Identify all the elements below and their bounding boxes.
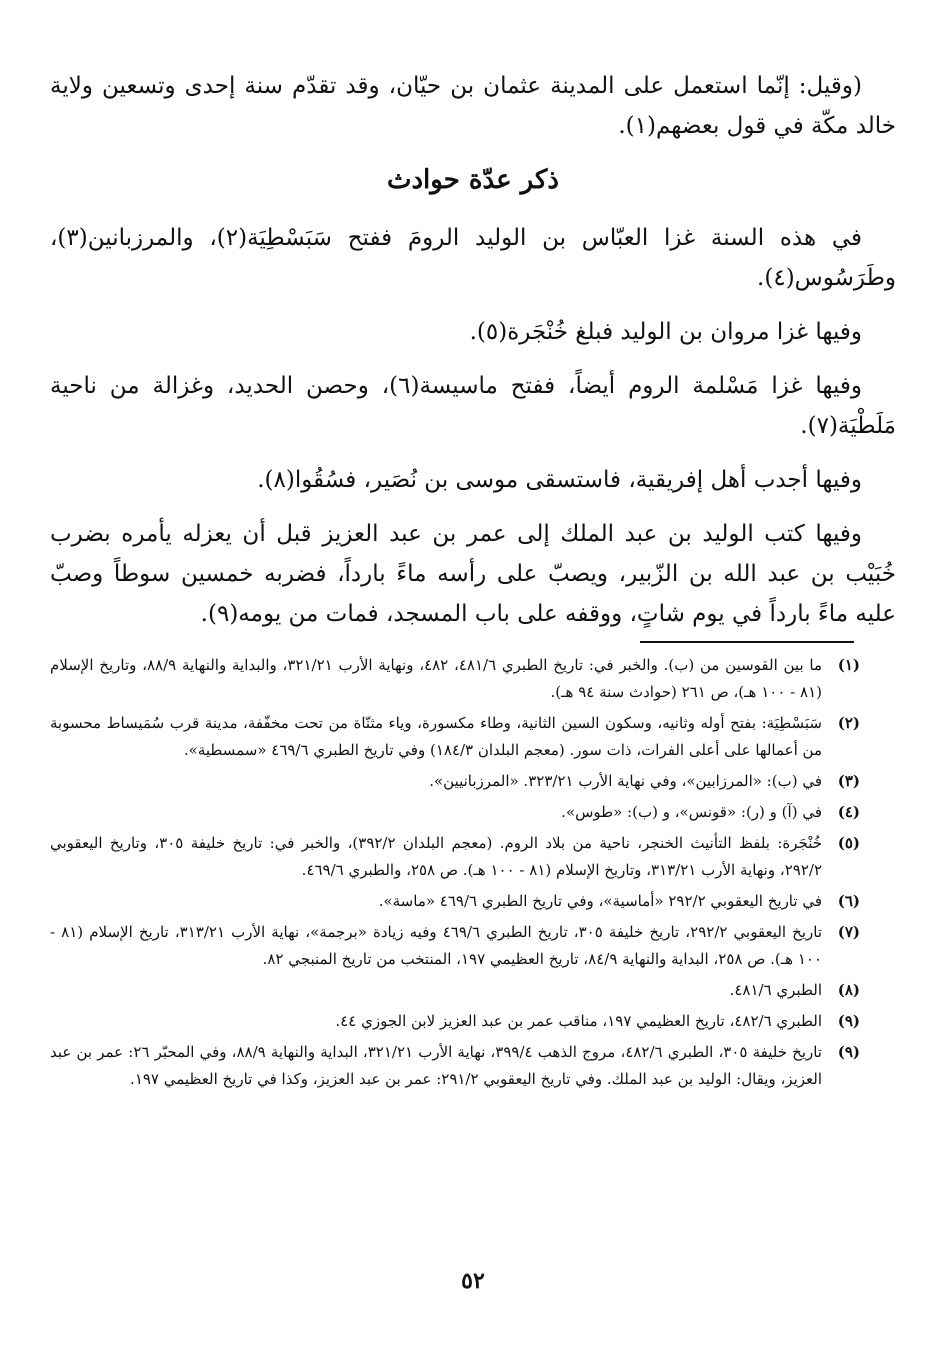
paragraph-1: في هذه السنة غزا العبّاس بن الوليد الرومَ ففتح سَبَسْطِيَة(٢)، والمرزبانين(٣)، وطَرَسُوس(٤).: [50, 225, 896, 291]
footnote-text: تاريخ اليعقوبي ٢٩٢/٢، تاريخ خليفة ٣٠٥، تاريخ الطبري ٤٦٩/٦ وفيه زيادة «برجمة»، نهاية الأرب ٣١٣/٢١، تاريخ الإسلام (٨١ - ١٠٠ هـ). ص ٢٥٨، البداية والنهاية ٨٤/٩، تاريخ العظيمي ١٩٧، المنتخب من تاريخ المنبجي ٨٢.: [50, 923, 822, 968]
footnote-7: [50, 919, 860, 973]
footnote-5: [50, 830, 860, 884]
footnote-3: [50, 768, 860, 795]
footnote-1: [50, 652, 860, 706]
footnotes: [50, 652, 860, 1097]
intro-paragraph: (وقيل: إنّما استعمل على المدينة عثمان بن حيّان، وقد تقدّم سنة إحدى وتسعين ولاية خالد مكّة في قول بعضهم(١).: [50, 73, 896, 139]
footnote-number: (٨): [837, 981, 860, 999]
footnote-4: [50, 799, 860, 826]
footnote-number: (٥): [837, 834, 860, 852]
footnote-text: في (آ) و (ر): «قونس»، و (ب): «طوس».: [561, 803, 822, 821]
paragraph-4: وفيها أجدب أهل إفريقية، فاستسقى موسى بن نُصَير، فسُقُوا(٨).: [257, 467, 862, 493]
footnote-text: في (ب): «المرزابين»، وفي نهاية الأرب ٣٢٣/٢١. «المرزبانيين».: [429, 772, 822, 790]
footnote-text: خُنْجَرة: بلفظ التأنيث الخنجر، ناحية من بلاد الروم. (معجم البلدان ٣٩٢/٢)، والخبر في: تاريخ خليفة ٣٠٥، وتاريخ اليعقوبي ٢٩٢/٢، ونهاية الأرب ٣١٣/٢١، وتاريخ الإسلام (٨١ - ١٠٠ هـ). ص ٢٥٨، والطبري ٤٦٩/٦.: [50, 834, 823, 879]
footnote-separator: [640, 641, 854, 643]
footnote-number: (١): [837, 656, 860, 674]
footnote-number: (٧): [837, 923, 860, 941]
footnote-number: (٣): [837, 772, 860, 790]
footnote-8: [50, 977, 860, 1004]
footnote-number: (٦): [837, 892, 860, 910]
paragraph-2: وفيها غزا مروان بن الوليد فبلغ خُنْجَرة(٥).: [469, 319, 862, 345]
paragraph-3: وفيها غزا مَسْلمة الروم أيضاً، ففتح ماسيسة(٦)، وحصن الحديد، وغزالة من ناحية مَلَطْيَة(٧).: [50, 373, 896, 439]
footnote-text: تاريخ خليفة ٣٠٥، الطبري ٤٨٢/٦، مروج الذهب ٣٩٩/٤، نهاية الأرب ٣٢١/٢١، البداية والنهاية ٨٨/٩، وفي المحبّر ٢٦: عمر بن عبد العزيز، ويقال: الوليد بن عبد الملك. وفي تاريخ اليعقوبي ٢٩١/٢: عمر بن عبد العزيز، وكذا في تاريخ العظيمي ١٩٧.: [50, 1043, 822, 1088]
footnote-text: الطبري ٤٨٢/٦، تاريخ العظيمي ١٩٧، مناقب عمر بن عبد العزيز لابن الجوزي ٤٤.: [335, 1012, 822, 1030]
footnote-text: ما بين القوسين من (ب). والخبر في: تاريخ الطبري ٤٨١/٦، ٤٨٢، ونهاية الأرب ٣٢١/٢١، والبداية والنهاية ٨٨/٩، وتاريخ الإسلام (٨١ - ١٠٠ هـ)، ص ٢٦١ (حوادث سنة ٩٤ هـ).: [50, 656, 823, 701]
page-number: ٥٢: [461, 1268, 485, 1294]
footnote-number: (٩): [837, 1012, 860, 1030]
footnote-9b: [50, 1039, 860, 1093]
footnote-2: [50, 710, 860, 764]
footnote-number: (٩): [837, 1043, 860, 1061]
footnote-6: [50, 888, 860, 915]
paragraph-5: وفيها كتب الوليد بن عبد الملك إلى عمر بن عبد العزيز قبل أن يعزله يأمره بضرب خُبَيْب بن عبد الله بن الزّبير، ويصبّ على رأسه ماءً بارداً، فضربه خمسين سوطاً وصبّ عليه ماءً بارداً في يوم شاتٍ، ووقفه على باب المسجد، فمات من يومه(٩).: [50, 521, 896, 627]
footnote-text: سَبَسْطِيَة: بفتح أوله وثانيه، وسكون السين الثانية، وطاء مكسورة، وياء مثنّاة من تحت مخفّفة، مدينة قرب سُمَيساط محسوبة من أعمالها على أعلى الفرات، ذات سور. (معجم البلدان ١٨٤/٣) وفي تاريخ الطبري ٤٦٩/٦ «سمسطية».: [50, 714, 822, 759]
footnote-text: الطبري ٤٨١/٦.: [729, 981, 822, 999]
footnote-text: في تاريخ اليعقوبي ٢٩٢/٢ «أماسية»، وفي تاريخ الطبري ٤٦٩/٦ «ماسة».: [378, 892, 822, 910]
section-heading: ذكر عدّة حوادث: [387, 165, 559, 195]
intro-paragraph-block: [50, 66, 896, 146]
footnote-9a: [50, 1008, 860, 1035]
footnote-number: (٤): [837, 803, 860, 821]
footnote-number: (٢): [837, 714, 860, 732]
main-text: [50, 218, 896, 634]
